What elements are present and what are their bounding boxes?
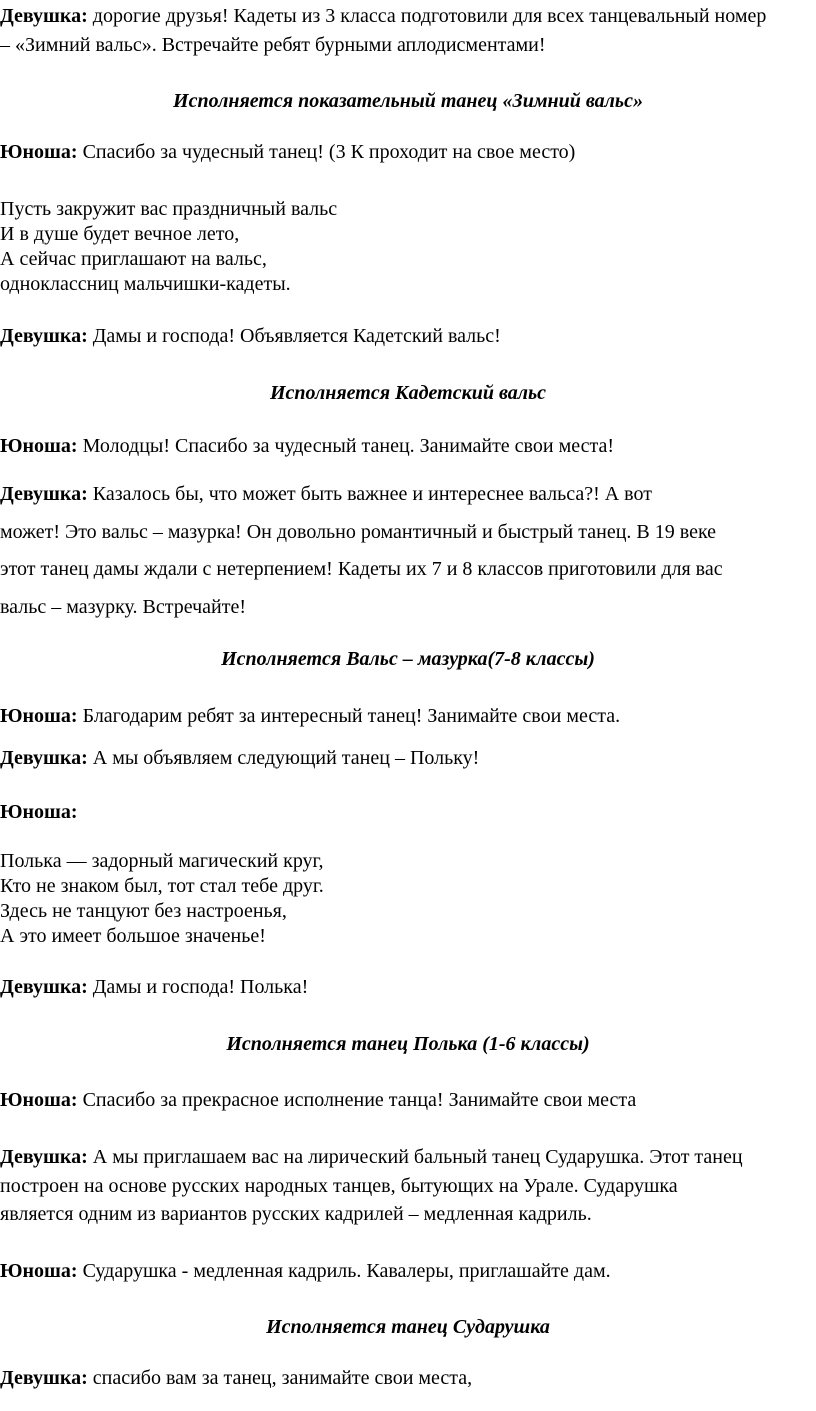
line-text: Молодцы! Спасибо за чудесный танец. Занимайте свои места! [77, 435, 614, 457]
speaker-label: Девушка: [0, 325, 88, 347]
dialogue-line [0, 800, 78, 824]
speaker-label: Юноша: [0, 435, 78, 457]
speaker-label: Юноша: [0, 141, 78, 163]
speaker-label: Девушка: [0, 483, 88, 505]
text-line [0, 520, 716, 544]
stage-direction: Исполняется показательный танец «Зимний вальс» [173, 90, 643, 112]
stage-direction: Исполняется танец Полька (1-6 классы) [226, 1033, 590, 1055]
line-text: вальс – мазурку. Встречайте! [0, 596, 247, 618]
dialogue-line [0, 1259, 611, 1283]
dialogue-line [0, 1145, 743, 1169]
line-text: может! Это вальс – мазурка! Он довольно романтичный и быстрый танец. В 19 веке [0, 521, 717, 543]
speaker-label: Юноша: [0, 1260, 78, 1282]
speaker-label: Девушка: [0, 5, 88, 27]
poem-line [0, 197, 337, 221]
line-text: А это имеет большое значенье! [0, 925, 266, 947]
text-line [0, 1202, 592, 1226]
speaker-label: Юноша: [0, 801, 78, 823]
line-text: И в душе будет вечное лето, [0, 223, 240, 245]
line-text: Дамы и господа! Объявляется Кадетский вальс! [87, 325, 501, 347]
speaker-label: Девушка: [0, 1146, 88, 1168]
text-line [0, 33, 546, 57]
poem-line [0, 899, 287, 923]
text-line [0, 1174, 678, 1198]
line-text: А мы объявляем следующий танец – Польку! [87, 747, 480, 769]
dialogue-line [0, 1088, 636, 1112]
speaker-label: Юноша: [0, 705, 78, 727]
line-text: Кто не знаком был, тот стал тебе друг. [0, 875, 324, 897]
line-text: одноклассниц мальчишки-кадеты. [0, 273, 291, 295]
dialogue-line [0, 140, 575, 164]
text-line [0, 595, 246, 619]
speaker-label: Девушка: [0, 976, 88, 998]
dialogue-line [0, 1366, 472, 1390]
line-text: – «Зимний вальс». Встречайте ребят бурными аплодисментами! [0, 34, 546, 56]
dialogue-line [0, 746, 479, 770]
poem-line [0, 222, 239, 246]
line-text: А сейчас приглашают на вальс, [0, 248, 267, 270]
line-text: является одним из вариантов русских кадрилей – медленная кадриль. [0, 1203, 592, 1225]
dialogue-line [0, 482, 652, 506]
line-text: Казалось бы, что может быть важнее и интереснее вальса?! А вот [87, 483, 652, 505]
dialogue-line [0, 324, 501, 348]
poem-line [0, 272, 291, 296]
poem-line [0, 924, 266, 948]
stage-direction: Исполняется Кадетский вальс [269, 382, 547, 404]
line-text: Спасибо за чудесный танец! (3 К проходит на свое место) [77, 141, 576, 163]
line-text: этот танец дамы ждали с нетерпением! Кадеты их 7 и 8 классов приготовили для вас [0, 558, 723, 580]
poem-line [0, 849, 324, 873]
line-text: Сударушка - медленная кадриль. Кавалеры, приглашайте дам. [77, 1260, 611, 1282]
line-text: дорогие друзья! Кадеты из 3 класса подготовили для всех танцевальный номер [87, 5, 767, 27]
poem-line [0, 874, 324, 898]
speaker-label: Юноша: [0, 1089, 78, 1111]
text-line [0, 557, 723, 581]
line-text: Здесь не танцуют без настроенья, [0, 900, 287, 922]
line-text: Благодарим ребят за интересный танец! Занимайте свои места. [77, 705, 621, 727]
line-text: построен на основе русских народных танцев, бытующих на Урале. Сударушка [0, 1175, 678, 1197]
dialogue-line [0, 4, 766, 28]
speaker-label: Девушка: [0, 747, 88, 769]
line-text: Пусть закружит вас праздничный вальс [0, 198, 338, 220]
line-text: Полька — задорный магический круг, [0, 850, 324, 872]
stage-direction: Исполняется танец Сударушка [266, 1316, 550, 1338]
dialogue-line [0, 434, 614, 458]
line-text: А мы приглашаем вас на лирический бальный танец Сударушка. Этот танец [87, 1146, 743, 1168]
line-text: Дамы и господа! Полька! [87, 976, 309, 998]
dialogue-line [0, 704, 620, 728]
poem-line [0, 247, 267, 271]
line-text: Спасибо за прекрасное исполнение танца! Занимайте свои места [77, 1089, 637, 1111]
stage-direction: Исполняется Вальс – мазурка(7-8 классы) [221, 648, 595, 670]
speaker-label: Девушка: [0, 1367, 88, 1389]
dialogue-line [0, 975, 308, 999]
line-text: спасибо вам за танец, занимайте свои места, [87, 1367, 473, 1389]
